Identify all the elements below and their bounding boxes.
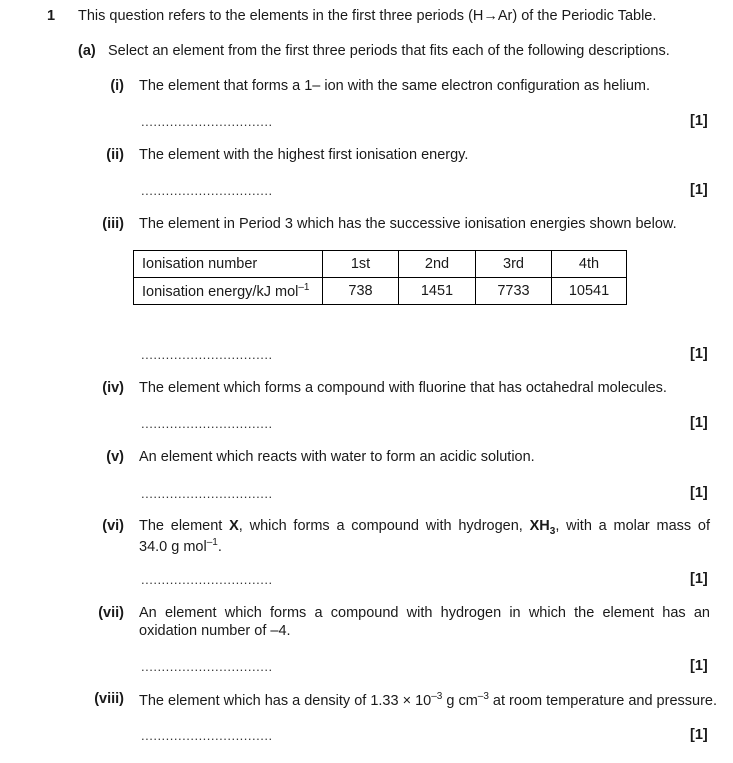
- answer-line-vii[interactable]: ................................: [141, 659, 273, 674]
- subpart-iii-label: (iii): [102, 216, 124, 232]
- mark-vi: [1]: [690, 571, 708, 587]
- table-value-2nd: 1451: [399, 278, 476, 305]
- vi-line2-text: 34.0 g mol: [139, 538, 207, 555]
- mark-v: [1]: [690, 485, 708, 501]
- vi-formula-xh: XH: [529, 518, 550, 534]
- table-value-4th: 10541: [552, 278, 627, 305]
- part-a-text: Select an element from the first three periods that fits each of the following descriptions.: [108, 43, 670, 59]
- viii-sup-2: –3: [477, 691, 489, 702]
- answer-line-ii[interactable]: ................................: [141, 183, 273, 198]
- subpart-vii-line2: oxidation number of –4.: [139, 623, 291, 639]
- subpart-vii-label: (vii): [98, 605, 124, 621]
- viii-text-b: g cm: [442, 692, 478, 709]
- table-row-label-sup: –1: [298, 282, 310, 294]
- answer-line-viii[interactable]: ................................: [141, 728, 273, 743]
- answer-line-i[interactable]: ................................: [141, 114, 273, 129]
- answer-line-v[interactable]: ................................: [141, 486, 273, 501]
- question-number: 1: [47, 8, 56, 24]
- subpart-i-text: The element that forms a 1– ion with the same electron configuration as helium.: [139, 78, 650, 94]
- answer-line-vi[interactable]: ................................: [141, 572, 273, 587]
- table-value-3rd: 7733: [476, 278, 552, 305]
- vi-text-b: , which forms a compound with hydrogen,: [238, 518, 523, 534]
- table-row-label: [134, 278, 323, 305]
- mark-viii: [1]: [690, 727, 708, 743]
- subpart-v-text: An element which reacts with water to form an acidic solution.: [139, 449, 535, 465]
- table-row: [134, 251, 627, 278]
- table-row: [134, 278, 627, 305]
- subpart-vi-text: [139, 518, 710, 537]
- mark-iii: [1]: [690, 346, 708, 362]
- subpart-iv-text: The element which forms a compound with fluorine that has octahedral molecules.: [139, 380, 667, 396]
- subpart-ii-label: (ii): [106, 147, 124, 163]
- subpart-ii-text: The element with the highest first ionisation energy.: [139, 147, 469, 163]
- table-value-1st: 738: [323, 278, 399, 305]
- vi-text-a: The element: [139, 518, 223, 534]
- subpart-vi-line2: [139, 537, 222, 555]
- table-header-label: Ionisation number: [134, 251, 323, 278]
- vi-element-x: X: [229, 518, 239, 534]
- subpart-iii-text: The element in Period 3 which has the successive ionisation energies shown below.: [139, 216, 677, 232]
- mark-i: [1]: [690, 113, 708, 129]
- answer-line-iii[interactable]: ................................: [141, 347, 273, 362]
- mark-vii: [1]: [690, 658, 708, 674]
- ionisation-energy-table: [133, 250, 627, 305]
- subpart-iv-label: (iv): [102, 380, 124, 396]
- vi-line2-sup: –1: [206, 537, 218, 548]
- vi-formula: [529, 518, 556, 537]
- mark-iv: [1]: [690, 415, 708, 431]
- table-col-4th: 4th: [552, 251, 627, 278]
- viii-text-c: at room temperature and pressure.: [488, 692, 717, 709]
- vi-text-c: , with a molar mass of: [555, 518, 711, 534]
- table-col-2nd: 2nd: [399, 251, 476, 278]
- subpart-i-label: (i): [110, 78, 124, 94]
- subpart-vi-label: (vi): [102, 518, 124, 534]
- table-col-1st: 1st: [323, 251, 399, 278]
- viii-text-a: The element which has a density of 1.33 × 10: [139, 692, 432, 709]
- subpart-v-label: (v): [106, 449, 124, 465]
- mark-ii: [1]: [690, 182, 708, 198]
- part-a-label: (a): [78, 43, 96, 59]
- table-row-label-text: Ionisation energy/kJ mol: [142, 283, 299, 300]
- table-col-3rd: 3rd: [476, 251, 552, 278]
- subpart-viii-text: [139, 691, 717, 709]
- vi-line2-end: .: [217, 538, 222, 555]
- subpart-viii-label: (viii): [94, 691, 124, 707]
- question-intro: This question refers to the elements in the first three periods (H→Ar) of the Periodic Table.: [78, 8, 657, 24]
- viii-sup-1: –3: [431, 691, 443, 702]
- vi-formula-sub: 3: [549, 525, 556, 537]
- answer-line-iv[interactable]: ................................: [141, 416, 273, 431]
- subpart-vii-line1: An element which forms a compound with hydrogen in which the element has an: [139, 605, 710, 621]
